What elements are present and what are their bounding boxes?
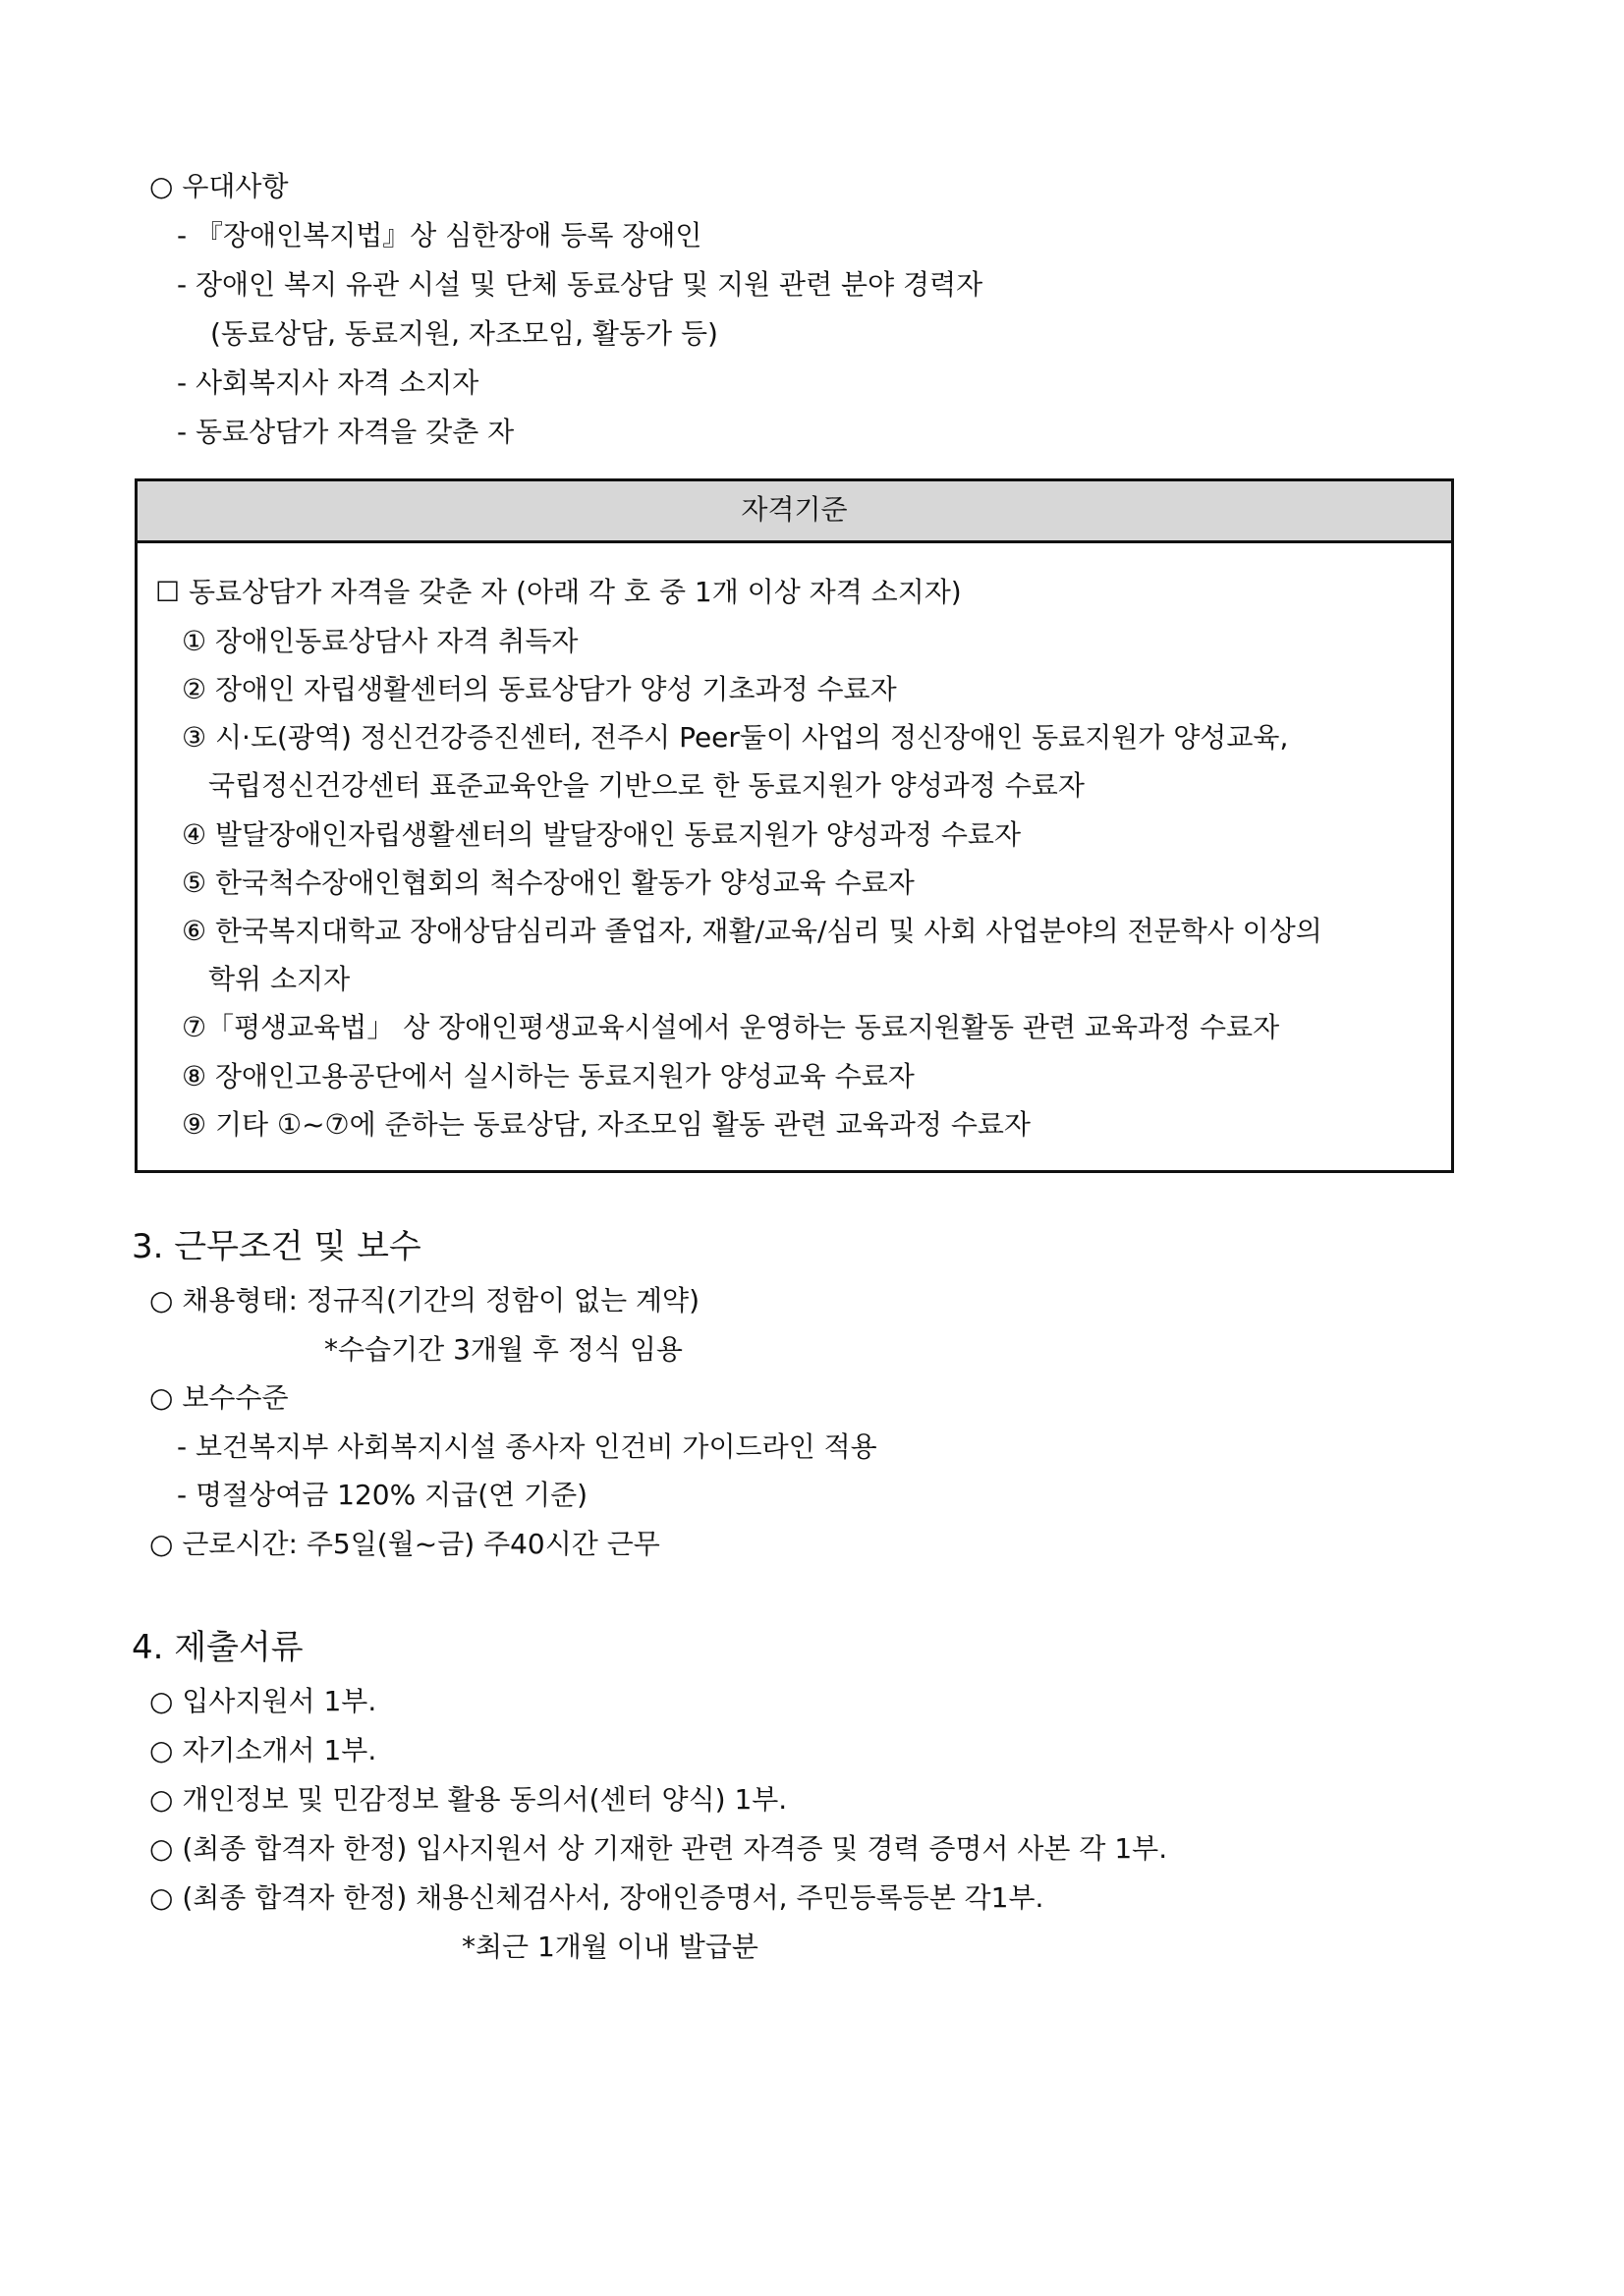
preference-item: - 사회복지사 자격 소지자 — [177, 366, 479, 399]
preference-item: - 동료상담가 자격을 갖춘 자 — [177, 416, 515, 448]
employment-note: *수습기간 3개월 후 정식 임용 — [324, 1333, 683, 1366]
qualification-header: 자격기준 — [138, 481, 1451, 543]
document-item: ○ 자기소개서 1부. — [149, 1734, 377, 1766]
preference-item: - 장애인 복지 유관 시설 및 단체 동료상담 및 지원 관련 분야 경력자 — [177, 268, 983, 301]
section4-title: 4. 제출서류 — [132, 1628, 304, 1667]
qualification-item: ④ 발달장애인자립생활센터의 발달장애인 동료지원가 양성과정 수료자 — [182, 818, 1021, 851]
pay-item: - 명절상여금 120% 지급(연 기준) — [177, 1479, 588, 1511]
document-item: ○ (최종 합격자 한정) 입사지원서 상 기재한 관련 자격증 및 경력 증명서 사본 각 1부. — [149, 1832, 1168, 1865]
document-item: ○ (최종 합격자 한정) 채용신체검사서, 장애인증명서, 주민등록등본 각1부. — [149, 1881, 1044, 1914]
qualification-item: ⑨ 기타 ①~⑦에 준하는 동료상담, 자조모임 활동 관련 교육과정 수료자 — [182, 1108, 1031, 1141]
qualification-item: ① 장애인동료상담사 자격 취득자 — [182, 625, 579, 657]
qualification-item: ⑥ 한국복지대학교 장애상담심리과 졸업자, 재활/교육/심리 및 사회 사업분야의 전문학사 이상의 — [182, 915, 1322, 947]
document-item: ○ 개인정보 및 민감정보 활용 동의서(센터 양식) 1부. — [149, 1783, 788, 1816]
pay-item: - 보건복지부 사회복지시설 종사자 인건비 가이드라인 적용 — [177, 1430, 877, 1463]
pay-title: ○ 보수수준 — [149, 1381, 289, 1414]
qualification-item-continuation: 학위 소지자 — [208, 963, 351, 995]
qualification-item: ③ 시·도(광역) 정신건강증진센터, 전주시 Peer둘이 사업의 정신장애인 동료지원가 양성교육, — [182, 721, 1289, 754]
qualification-item: ⑧ 장애인고용공단에서 실시하는 동료지원가 양성교육 수료자 — [182, 1060, 915, 1092]
document-note: *최근 1개월 이내 발급분 — [462, 1931, 758, 1963]
qualification-item-continuation: 국립정신건강센터 표준교육안을 기반으로 한 동료지원가 양성과정 수료자 — [208, 769, 1085, 802]
employment-type: ○ 채용형태: 정규직(기간의 정함이 없는 계약) — [149, 1284, 700, 1316]
preference-item: - 『장애인복지법』상 심한장애 등록 장애인 — [177, 219, 702, 252]
section3-title: 3. 근무조건 및 보수 — [132, 1227, 421, 1266]
preference-item-continuation: (동료상담, 동료지원, 자조모임, 활동가 등) — [210, 317, 718, 350]
qualification-box — [135, 478, 1454, 1173]
work-hours: ○ 근로시간: 주5일(월~금) 주40시간 근무 — [149, 1528, 660, 1560]
qualification-intro: ☐ 동료상담가 자격을 갖춘 자 (아래 각 호 중 1개 이상 자격 소지자) — [155, 576, 962, 608]
qualification-item: ② 장애인 자립생활센터의 동료상담가 양성 기초과정 수료자 — [182, 673, 897, 705]
qualification-item: ⑤ 한국척수장애인협회의 척수장애인 활동가 양성교육 수료자 — [182, 867, 915, 899]
preference-title: ○ 우대사항 — [149, 170, 289, 202]
document-item: ○ 입사지원서 1부. — [149, 1685, 377, 1717]
qualification-item: ⑦「평생교육법」 상 장애인평생교육시설에서 운영하는 동료지원활동 관련 교육과정 수료자 — [182, 1011, 1280, 1043]
